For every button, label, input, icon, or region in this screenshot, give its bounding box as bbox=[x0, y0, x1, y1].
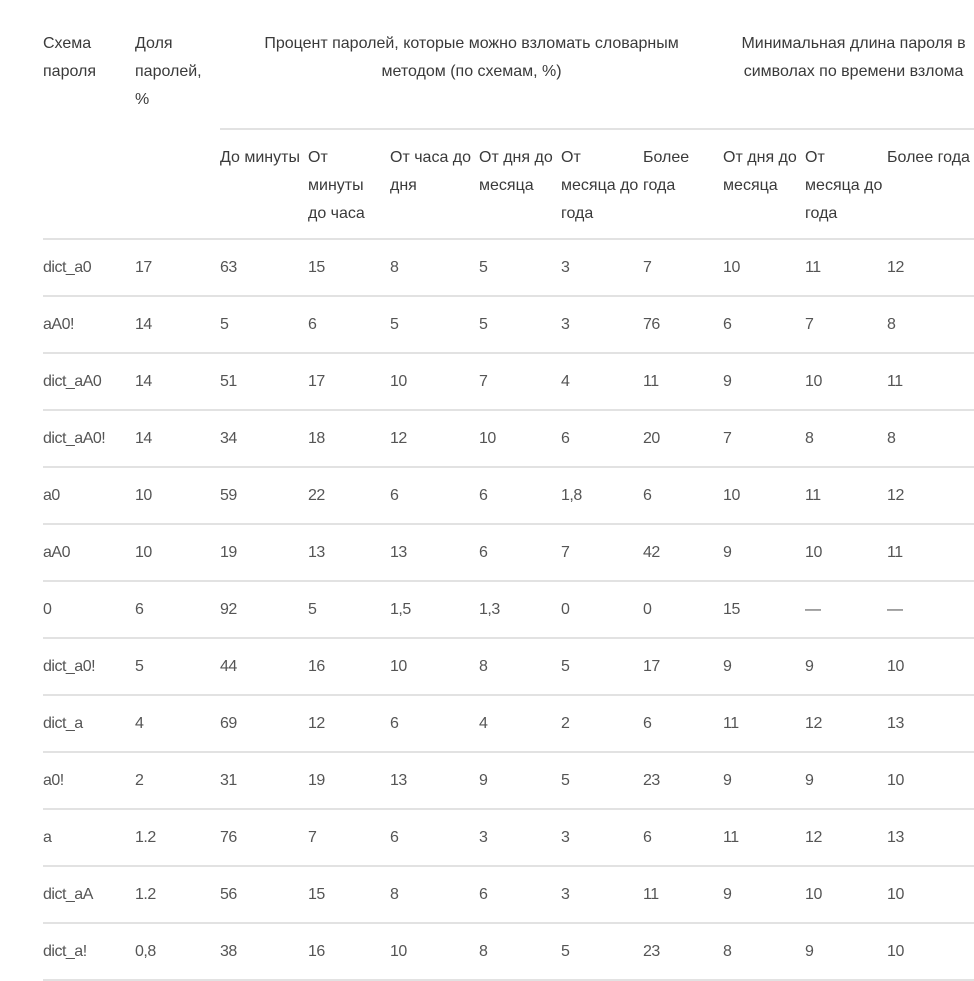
value-cell: 6 bbox=[643, 695, 723, 752]
value-cell: 3 bbox=[479, 809, 561, 866]
value-cell: 10 bbox=[887, 638, 974, 695]
value-cell: 6 bbox=[479, 866, 561, 923]
value-cell: 0 bbox=[561, 581, 643, 638]
table-row bbox=[43, 581, 974, 638]
header-subcolumn: До минуты bbox=[220, 129, 308, 239]
value-cell: 9 bbox=[723, 524, 805, 581]
value-cell: 6 bbox=[723, 296, 805, 353]
value-cell: 4 bbox=[135, 695, 220, 752]
value-cell: 7 bbox=[723, 410, 805, 467]
value-cell: 9 bbox=[723, 866, 805, 923]
value-cell: 16 bbox=[308, 638, 390, 695]
header-subcolumn: От минуты до часа bbox=[308, 129, 390, 239]
value-cell: 10 bbox=[390, 923, 479, 980]
value-cell: 13 bbox=[308, 524, 390, 581]
value-cell: 9 bbox=[805, 752, 887, 809]
header-group-min-length: Минимальная длина пароля в символах по времени взлома bbox=[723, 30, 974, 129]
value-cell: 15 bbox=[308, 239, 390, 296]
scheme-cell: a0! bbox=[43, 752, 135, 809]
value-cell: 76 bbox=[643, 296, 723, 353]
value-cell: 7 bbox=[805, 296, 887, 353]
password-cracking-table bbox=[43, 30, 974, 981]
scheme-cell: aA0! bbox=[43, 296, 135, 353]
value-cell: 13 bbox=[887, 695, 974, 752]
value-cell: 14 bbox=[135, 296, 220, 353]
value-cell: 9 bbox=[805, 923, 887, 980]
table-row bbox=[43, 866, 974, 923]
scheme-cell: dict_aA bbox=[43, 866, 135, 923]
value-cell: 9 bbox=[723, 752, 805, 809]
value-cell: 13 bbox=[887, 809, 974, 866]
value-cell: 23 bbox=[643, 752, 723, 809]
value-cell: 0 bbox=[643, 581, 723, 638]
header-share: Доля паролей, % bbox=[135, 30, 220, 239]
value-cell: 1.2 bbox=[135, 866, 220, 923]
table-row bbox=[43, 353, 974, 410]
value-cell: 92 bbox=[220, 581, 308, 638]
scheme-cell: a0 bbox=[43, 467, 135, 524]
value-cell: 19 bbox=[220, 524, 308, 581]
value-cell: 10 bbox=[390, 353, 479, 410]
value-cell: 6 bbox=[390, 809, 479, 866]
value-cell: 10 bbox=[887, 752, 974, 809]
scheme-cell: dict_a0 bbox=[43, 239, 135, 296]
header-subcolumn: От часа до дня bbox=[390, 129, 479, 239]
value-cell: 8 bbox=[390, 866, 479, 923]
value-cell: 11 bbox=[643, 866, 723, 923]
value-cell: 14 bbox=[135, 410, 220, 467]
value-cell: 11 bbox=[887, 353, 974, 410]
value-cell: 9 bbox=[479, 752, 561, 809]
value-cell: 22 bbox=[308, 467, 390, 524]
value-cell: 5 bbox=[220, 296, 308, 353]
scheme-cell: dict_aA0! bbox=[43, 410, 135, 467]
value-cell: 10 bbox=[887, 866, 974, 923]
value-cell: 17 bbox=[135, 239, 220, 296]
value-cell: 76 bbox=[220, 809, 308, 866]
table-row bbox=[43, 239, 974, 296]
table-row bbox=[43, 809, 974, 866]
value-cell: 1,5 bbox=[390, 581, 479, 638]
value-cell: 1.2 bbox=[135, 809, 220, 866]
value-cell: 12 bbox=[805, 809, 887, 866]
value-cell: 51 bbox=[220, 353, 308, 410]
value-cell: 5 bbox=[308, 581, 390, 638]
value-cell: 20 bbox=[643, 410, 723, 467]
value-cell: 23 bbox=[643, 923, 723, 980]
value-cell: 1,3 bbox=[479, 581, 561, 638]
header-subcolumn: От дня до месяца bbox=[479, 129, 561, 239]
value-cell: 10 bbox=[479, 410, 561, 467]
table-row bbox=[43, 467, 974, 524]
value-cell: 7 bbox=[479, 353, 561, 410]
value-cell: 5 bbox=[479, 239, 561, 296]
value-cell: 3 bbox=[561, 296, 643, 353]
value-cell: 17 bbox=[643, 638, 723, 695]
table-row bbox=[43, 752, 974, 809]
scheme-cell: dict_a bbox=[43, 695, 135, 752]
value-cell: 4 bbox=[561, 353, 643, 410]
value-cell: 6 bbox=[561, 410, 643, 467]
value-cell: 8 bbox=[479, 638, 561, 695]
value-cell: 12 bbox=[390, 410, 479, 467]
scheme-cell: 0 bbox=[43, 581, 135, 638]
value-cell: — bbox=[887, 581, 974, 638]
scheme-cell: dict_a! bbox=[43, 923, 135, 980]
value-cell: 9 bbox=[805, 638, 887, 695]
value-cell: 7 bbox=[308, 809, 390, 866]
header-subcolumn: От дня до месяца bbox=[723, 129, 805, 239]
value-cell: 18 bbox=[308, 410, 390, 467]
scheme-cell: dict_a0! bbox=[43, 638, 135, 695]
value-cell: 19 bbox=[308, 752, 390, 809]
value-cell: 10 bbox=[135, 524, 220, 581]
value-cell: 56 bbox=[220, 866, 308, 923]
value-cell: 3 bbox=[561, 866, 643, 923]
value-cell: 11 bbox=[723, 695, 805, 752]
value-cell: 13 bbox=[390, 524, 479, 581]
table-row bbox=[43, 638, 974, 695]
table-row bbox=[43, 410, 974, 467]
table-row bbox=[43, 524, 974, 581]
value-cell: 6 bbox=[390, 467, 479, 524]
value-cell: 6 bbox=[643, 809, 723, 866]
value-cell: 6 bbox=[479, 524, 561, 581]
value-cell: 11 bbox=[805, 467, 887, 524]
value-cell: 5 bbox=[390, 296, 479, 353]
value-cell: 10 bbox=[390, 638, 479, 695]
value-cell: 5 bbox=[561, 923, 643, 980]
value-cell: 4 bbox=[479, 695, 561, 752]
scheme-cell: a bbox=[43, 809, 135, 866]
scheme-cell: aA0 bbox=[43, 524, 135, 581]
value-cell: 8 bbox=[805, 410, 887, 467]
value-cell: 10 bbox=[805, 866, 887, 923]
scheme-cell: dict_aA0 bbox=[43, 353, 135, 410]
header-subcolumn: От месяца до года bbox=[561, 129, 643, 239]
value-cell: 13 bbox=[390, 752, 479, 809]
value-cell: 11 bbox=[887, 524, 974, 581]
value-cell: 38 bbox=[220, 923, 308, 980]
value-cell: 63 bbox=[220, 239, 308, 296]
value-cell: 6 bbox=[643, 467, 723, 524]
value-cell: 1,8 bbox=[561, 467, 643, 524]
value-cell: 11 bbox=[805, 239, 887, 296]
value-cell: 9 bbox=[723, 353, 805, 410]
value-cell: 8 bbox=[723, 923, 805, 980]
value-cell: 14 bbox=[135, 353, 220, 410]
value-cell: 7 bbox=[561, 524, 643, 581]
header-subcolumn: Более года bbox=[643, 129, 723, 239]
value-cell: 11 bbox=[643, 353, 723, 410]
header-scheme: Схема пароля bbox=[43, 30, 135, 239]
value-cell: 42 bbox=[643, 524, 723, 581]
value-cell: 2 bbox=[561, 695, 643, 752]
header-subcolumn: От месяца до года bbox=[805, 129, 887, 239]
value-cell: 8 bbox=[390, 239, 479, 296]
value-cell: 3 bbox=[561, 809, 643, 866]
value-cell: 44 bbox=[220, 638, 308, 695]
value-cell: 9 bbox=[723, 638, 805, 695]
value-cell: — bbox=[805, 581, 887, 638]
value-cell: 10 bbox=[723, 467, 805, 524]
value-cell: 5 bbox=[561, 638, 643, 695]
value-cell: 8 bbox=[887, 296, 974, 353]
value-cell: 16 bbox=[308, 923, 390, 980]
value-cell: 10 bbox=[135, 467, 220, 524]
value-cell: 17 bbox=[308, 353, 390, 410]
value-cell: 15 bbox=[308, 866, 390, 923]
table-row bbox=[43, 695, 974, 752]
table-body bbox=[43, 239, 974, 980]
table-row bbox=[43, 296, 974, 353]
value-cell: 34 bbox=[220, 410, 308, 467]
value-cell: 69 bbox=[220, 695, 308, 752]
value-cell: 8 bbox=[887, 410, 974, 467]
value-cell: 59 bbox=[220, 467, 308, 524]
value-cell: 12 bbox=[887, 467, 974, 524]
value-cell: 3 bbox=[561, 239, 643, 296]
value-cell: 10 bbox=[805, 353, 887, 410]
value-cell: 15 bbox=[723, 581, 805, 638]
value-cell: 12 bbox=[805, 695, 887, 752]
value-cell: 6 bbox=[135, 581, 220, 638]
value-cell: 11 bbox=[723, 809, 805, 866]
value-cell: 0,8 bbox=[135, 923, 220, 980]
value-cell: 6 bbox=[308, 296, 390, 353]
header-subcolumn: Более года bbox=[887, 129, 974, 239]
value-cell: 6 bbox=[390, 695, 479, 752]
value-cell: 5 bbox=[479, 296, 561, 353]
header-group-dictionary: Процент паролей, которые можно взломать словарным методом (по схемам, %) bbox=[220, 30, 723, 129]
value-cell: 2 bbox=[135, 752, 220, 809]
value-cell: 6 bbox=[479, 467, 561, 524]
value-cell: 10 bbox=[805, 524, 887, 581]
value-cell: 10 bbox=[723, 239, 805, 296]
value-cell: 12 bbox=[887, 239, 974, 296]
value-cell: 8 bbox=[479, 923, 561, 980]
value-cell: 5 bbox=[135, 638, 220, 695]
value-cell: 10 bbox=[887, 923, 974, 980]
value-cell: 12 bbox=[308, 695, 390, 752]
value-cell: 5 bbox=[561, 752, 643, 809]
table-row bbox=[43, 923, 974, 980]
value-cell: 31 bbox=[220, 752, 308, 809]
value-cell: 7 bbox=[643, 239, 723, 296]
